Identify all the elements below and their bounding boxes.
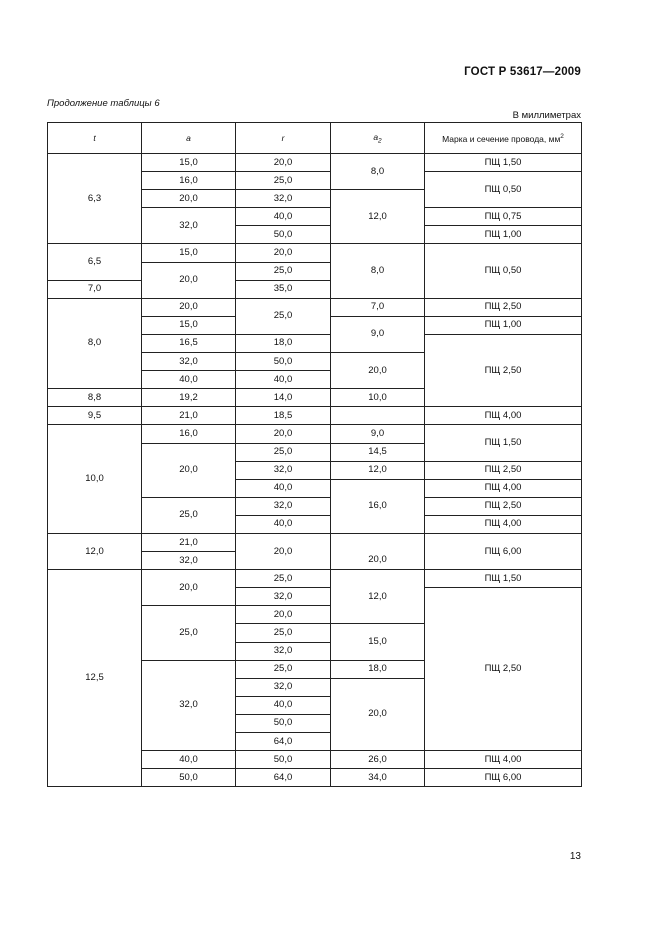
cell-wire: ПЩ 1,00 — [425, 226, 582, 244]
cell-a: 21,0 — [142, 407, 236, 425]
cell-r: 20,0 — [236, 425, 331, 443]
cell-r: 50,0 — [236, 714, 331, 732]
cell-r: 20,0 — [236, 533, 331, 569]
table-continuation-caption: Продолжение таблицы 6 — [47, 98, 160, 109]
cell-r: 20,0 — [236, 244, 331, 262]
cell-r: 25,0 — [236, 443, 331, 461]
cell-a2: 26,0 — [331, 751, 425, 769]
cell-a2: 7,0 — [331, 298, 425, 316]
cell-r: 40,0 — [236, 371, 331, 389]
cell-a2 — [331, 407, 425, 425]
header-r: r — [236, 123, 331, 154]
header-wire: Марка и сечение провода, $мм^2$ — [425, 123, 582, 154]
cell-t: 8,8 — [48, 389, 142, 407]
units-note: В миллиметрах — [512, 110, 581, 121]
cell-r: 25,0 — [236, 570, 331, 588]
table-header-row — [48, 123, 582, 154]
cell-r: 32,0 — [236, 642, 331, 660]
cell-a2: 16,0 — [331, 479, 425, 533]
cell-r: 35,0 — [236, 280, 331, 298]
cell-r: 64,0 — [236, 733, 331, 751]
cell-a: 20,0 — [142, 443, 236, 497]
cell-r: 25,0 — [236, 298, 331, 334]
cell-a2: 8,0 — [331, 154, 425, 190]
cell-r: 32,0 — [236, 190, 331, 208]
cell-r: 32,0 — [236, 588, 331, 606]
cell-t: 8,0 — [48, 298, 142, 388]
table-row — [48, 407, 582, 425]
cell-r: 40,0 — [236, 515, 331, 533]
cell-t: 12,0 — [48, 533, 142, 569]
document-code: ГОСТ Р 53617—2009 — [464, 66, 581, 78]
table-row — [48, 425, 582, 443]
cell-a2: 12,0 — [331, 461, 425, 479]
cell-r: 50,0 — [236, 751, 331, 769]
page-number: 13 — [569, 851, 581, 862]
cell-wire: ПЩ 4,00 — [425, 751, 582, 769]
cell-r: 64,0 — [236, 769, 331, 787]
cell-a2: 34,0 — [331, 769, 425, 787]
cell-wire: ПЩ 6,00 — [425, 769, 582, 787]
cell-wire: ПЩ 1,50 — [425, 425, 582, 461]
cell-wire: ПЩ 1,00 — [425, 316, 582, 334]
cell-a: 25,0 — [142, 497, 236, 533]
cell-a: 16,0 — [142, 425, 236, 443]
cell-r: 25,0 — [236, 624, 331, 642]
cell-a2: 12,0 — [331, 570, 425, 624]
cell-a: 19,2 — [142, 389, 236, 407]
cell-r: 32,0 — [236, 461, 331, 479]
cell-a: 32,0 — [142, 552, 236, 570]
cell-a2 — [331, 533, 425, 551]
cell-r: 20,0 — [236, 606, 331, 624]
cell-a: 16,0 — [142, 172, 236, 190]
header-t: t — [48, 123, 142, 154]
cell-a2: 9,0 — [331, 425, 425, 443]
cell-a: 21,0 — [142, 533, 236, 551]
cell-wire: ПЩ 2,50 — [425, 298, 582, 316]
cell-a2: 10,0 — [331, 389, 425, 407]
table-row — [48, 244, 582, 262]
cell-wire: ПЩ 6,00 — [425, 533, 582, 569]
cell-a2: 20,0 — [331, 353, 425, 389]
cell-a2: 14,5 — [331, 443, 425, 461]
cell-wire: ПЩ 0,50 — [425, 244, 582, 298]
cell-r: 18,0 — [236, 334, 331, 352]
table-row — [48, 154, 582, 172]
cell-a: 16,5 — [142, 334, 236, 352]
cell-t: 12,5 — [48, 570, 142, 787]
cell-a2: 9,0 — [331, 316, 425, 352]
cell-r: 25,0 — [236, 660, 331, 678]
cell-r: 32,0 — [236, 678, 331, 696]
cell-r: 18,5 — [236, 407, 331, 425]
table-row — [48, 298, 582, 316]
cell-wire: ПЩ 0,75 — [425, 208, 582, 226]
cell-r: 20,0 — [236, 154, 331, 172]
cell-a2: 18,0 — [331, 660, 425, 678]
cell-wire: ПЩ 1,50 — [425, 154, 582, 172]
table-row — [48, 570, 582, 588]
cell-r: 25,0 — [236, 172, 331, 190]
cell-wire: ПЩ 0,50 — [425, 172, 582, 208]
cell-a: 20,0 — [142, 298, 236, 316]
cell-a: 40,0 — [142, 751, 236, 769]
cell-wire: ПЩ 2,50 — [425, 497, 582, 515]
cell-a: 25,0 — [142, 606, 236, 660]
cell-a: 15,0 — [142, 154, 236, 172]
cell-a: 20,0 — [142, 570, 236, 606]
cell-r: 40,0 — [236, 479, 331, 497]
cell-a: 20,0 — [142, 190, 236, 208]
cell-a: 32,0 — [142, 660, 236, 750]
table-row — [48, 533, 582, 551]
cell-a: 32,0 — [142, 208, 236, 244]
cell-a2: 20,0 — [331, 678, 425, 750]
cell-a: 15,0 — [142, 244, 236, 262]
cell-wire: ПЩ 1,50 — [425, 570, 582, 588]
cell-r: 40,0 — [236, 696, 331, 714]
dimension-table — [47, 122, 582, 787]
cell-wire: ПЩ 4,00 — [425, 407, 582, 425]
cell-a2: 8,0 — [331, 244, 425, 298]
cell-a2: 12,0 — [331, 190, 425, 244]
cell-r: 40,0 — [236, 208, 331, 226]
header-a2: $a_2$ — [331, 123, 425, 154]
cell-t: 6,3 — [48, 154, 142, 244]
cell-wire: ПЩ 4,00 — [425, 479, 582, 497]
cell-r: 50,0 — [236, 226, 331, 244]
cell-a: 15,0 — [142, 316, 236, 334]
cell-a2: 15,0 — [331, 624, 425, 660]
cell-r: 50,0 — [236, 353, 331, 371]
cell-r: 14,0 — [236, 389, 331, 407]
cell-a2: 20,0 — [331, 552, 425, 570]
cell-r: 25,0 — [236, 262, 331, 280]
cell-wire: ПЩ 2,50 — [425, 334, 582, 406]
cell-a: 20,0 — [142, 262, 236, 298]
cell-t: 9,5 — [48, 407, 142, 425]
cell-wire: ПЩ 2,50 — [425, 461, 582, 479]
cell-t: 10,0 — [48, 425, 142, 534]
header-a: a — [142, 123, 236, 154]
cell-wire: ПЩ 4,00 — [425, 515, 582, 533]
cell-r: 32,0 — [236, 497, 331, 515]
cell-a: 32,0 — [142, 353, 236, 371]
cell-t: 6,5 — [48, 244, 142, 280]
cell-a: 40,0 — [142, 371, 236, 389]
cell-t: 7,0 — [48, 280, 142, 298]
cell-wire: ПЩ 2,50 — [425, 588, 582, 751]
cell-a: 50,0 — [142, 769, 236, 787]
